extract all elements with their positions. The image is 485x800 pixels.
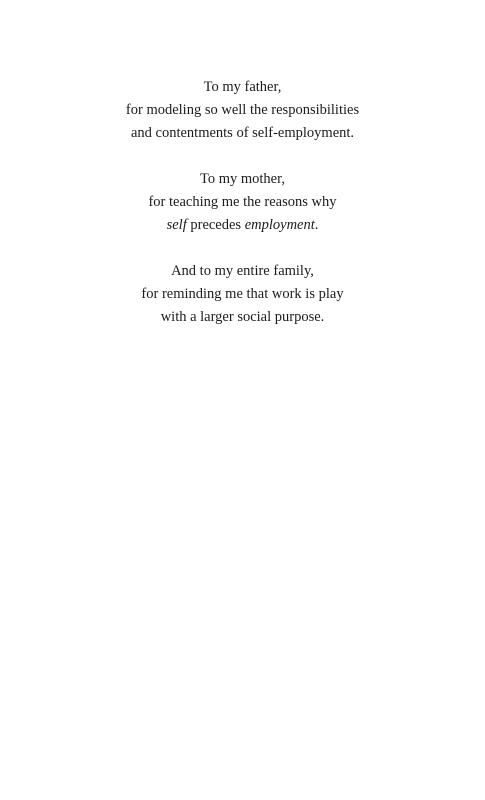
dedication-line: and contentments of self-employment. <box>130 125 355 141</box>
line-text: precedes <box>186 217 245 233</box>
dedication-line: for reminding me that work is play <box>141 286 344 302</box>
stanza-father <box>0 76 485 145</box>
italic-word-employment: employment <box>244 217 315 233</box>
dedication <box>0 76 485 352</box>
dedication-line: To my mother, <box>200 171 285 187</box>
stanza-family <box>0 260 485 329</box>
dedication-line <box>0 214 485 237</box>
dedication-line: with a larger social purpose. <box>160 309 325 325</box>
dedication-line: for modeling so well the responsibilities <box>125 102 360 118</box>
dedication-line: for teaching me the reasons why <box>148 194 337 210</box>
dedication-line: And to my entire family, <box>171 263 314 279</box>
stanza-mother <box>0 168 485 237</box>
line-punctuation: . <box>314 217 319 233</box>
dedication-line: To my father, <box>203 79 282 95</box>
italic-word-self: self <box>166 217 187 233</box>
